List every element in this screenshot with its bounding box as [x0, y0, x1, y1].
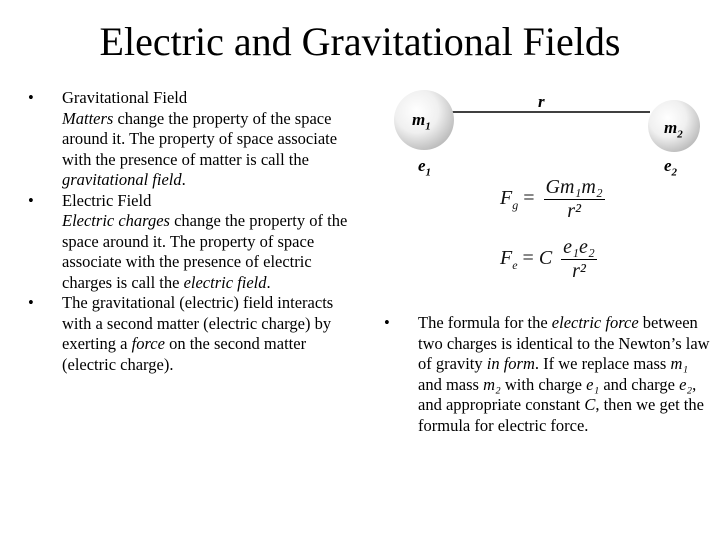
gravity-fraction: [544, 176, 605, 223]
body-text-italic: m₂: [483, 374, 501, 394]
body-text-italic: gravitational field: [62, 170, 182, 189]
body-text-italic: e₁: [586, 374, 600, 394]
mass-1-label: [412, 110, 431, 132]
bullet-heading: Electric Field: [62, 190, 152, 210]
mass-2-symbol: m: [664, 118, 678, 137]
body-text-italic: electric field: [183, 272, 267, 292]
body-text: , then we get the formula for electric force.: [418, 395, 704, 435]
charge-2-symbol: e: [664, 156, 672, 175]
gravity-numerator: Gm₁m₂: [545, 176, 603, 198]
charge-2-label: [664, 156, 677, 178]
body-text-italic: e₂: [679, 374, 693, 394]
electric-formula: [500, 236, 597, 283]
body-text: change the property of the space around it. The property of space associate with the presence of matter is call the: [62, 108, 338, 169]
slide-title: Electric and Gravitational Fields: [99, 19, 621, 64]
body-text: . If we replace mass: [534, 354, 671, 373]
body-text: with charge: [500, 374, 587, 394]
body-text-italic: m₁: [670, 354, 689, 373]
body-text: , and appropriate constant: [418, 374, 697, 414]
right-bullet-list: [380, 313, 710, 436]
bullet-electric-field: [24, 191, 364, 294]
equals-sign: =: [523, 187, 535, 210]
mass-1-symbol: m: [412, 110, 426, 129]
charge-2-subscript: 2: [671, 166, 678, 179]
body-text: The formula for the: [418, 313, 552, 332]
electric-numerator: e₁e₂: [563, 236, 595, 258]
distance-label: r: [538, 92, 545, 111]
bullet-body: [62, 293, 364, 375]
charge-1-subscript: 1: [425, 166, 432, 179]
mass-2-label: [664, 118, 683, 140]
gravity-formula: [500, 176, 605, 223]
body-text: .: [266, 272, 271, 292]
formula-lhs: F: [500, 247, 513, 270]
body-text-italic: Matters: [62, 108, 114, 128]
body-text: change the property of the space around it. The property of space associate with the presence of electric charges is call the: [62, 211, 348, 292]
bullet-glyph: •: [28, 88, 34, 107]
body-text: The gravitational (electric) field interacts with a second matter (electric charge) by exerting a: [62, 293, 334, 353]
body-text: .: [181, 170, 186, 189]
bullet-glyph: •: [384, 313, 390, 332]
body-text: and charge: [599, 374, 680, 394]
bullet-formula-comparison: [380, 313, 710, 436]
equals-sign: =: [522, 247, 534, 270]
electric-denominator: r²: [572, 260, 586, 282]
bullet-body: [62, 211, 364, 293]
gravity-denominator: r²: [567, 200, 582, 222]
bullet-glyph: •: [28, 190, 34, 210]
body-text: on the second matter (electric charge).: [62, 334, 307, 374]
charge-1-label: [418, 156, 431, 178]
mass-2-subscript: 2: [677, 128, 683, 141]
charge-1-symbol: e: [418, 156, 426, 175]
body-text-italic: in form: [486, 354, 535, 373]
body-text: between two charges is identical to the Newton’s law of gravity: [418, 313, 710, 373]
electric-fraction: [561, 236, 597, 283]
bullet-field-interaction: [24, 293, 364, 375]
formula-lhs-subscript: g: [512, 198, 519, 213]
mass-1-subscript: 1: [425, 120, 431, 133]
body-text: and mass: [418, 374, 484, 394]
body-text-italic: Electric charges: [62, 211, 170, 230]
formula-lhs-subscript: e: [512, 258, 518, 273]
constant-symbol: C: [538, 247, 553, 270]
body-text-italic: electric force: [551, 313, 639, 332]
bullet-body: [418, 313, 710, 436]
body-text-italic: force: [131, 334, 165, 353]
bullet-gravitational-field: [24, 88, 364, 191]
two-body-diagram: [380, 90, 710, 300]
body-text-italic: C: [584, 395, 596, 414]
left-bullet-list: [24, 88, 364, 375]
formula-lhs: F: [500, 187, 513, 210]
bullet-heading: Gravitational Field: [62, 88, 188, 107]
bullet-body: [62, 109, 364, 191]
bullet-glyph: •: [28, 293, 34, 312]
